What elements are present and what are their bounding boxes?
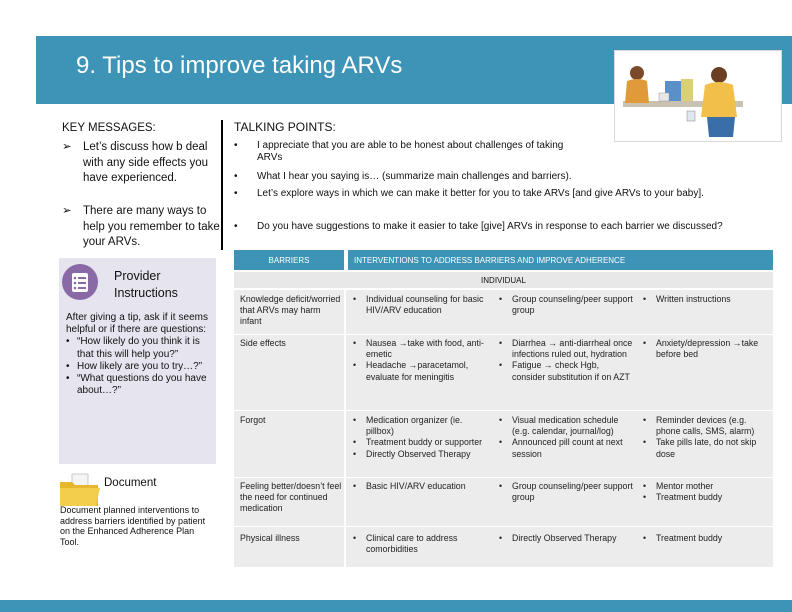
document-body: Document planned interventions to address barriers identified by patient on the Enhanced Adherence Plan Tool. <box>60 505 206 547</box>
barrier-cell: Feeling better/doesn’t feel the need for continued medication <box>240 481 342 514</box>
table-row <box>234 290 773 334</box>
table-row <box>234 478 773 526</box>
arrow-bullet-icon: ➢ <box>62 141 72 153</box>
interventions-header: INTERVENTIONS TO ADDRESS BARRIERS AND IMPROVE ADHERENCE <box>348 250 773 270</box>
key-message-item: ➢ There are many ways to help you remember to take your ARVs. <box>62 205 220 248</box>
barrier-cell: Side effects <box>240 338 286 348</box>
arrow-bullet-icon: ➢ <box>62 205 72 217</box>
counseling-illustration <box>614 50 782 142</box>
footer-band <box>0 600 792 612</box>
intervention-cell: • Written instructions <box>642 294 770 305</box>
provider-question: • How likely are you to try…?” <box>66 361 208 373</box>
intervention-cell: • Mentor mother • Treatment buddy <box>642 481 770 503</box>
intervention-cell: • Treatment buddy <box>642 533 770 544</box>
intervention-cell: • Individual counseling for basic HIV/ARV education <box>352 294 492 316</box>
table-row <box>234 527 773 567</box>
intervention-cell: • Reminder devices (e.g. phone calls, SMS, alarm) • Take pills late, do not skip dose <box>642 415 770 460</box>
barrier-cell: Physical illness <box>240 533 300 543</box>
intervention-cell: • Basic HIV/ARV education <box>352 481 492 492</box>
provider-question: • “How likely do you think it is that this will help you?” <box>66 336 208 360</box>
talking-point-item: • What I hear you saying is… (summarize main challenges and barriers). <box>234 171 572 182</box>
intervention-cell: • Visual medication schedule (e.g. calendar, journal/log) • Announced pill count at next session <box>498 415 634 460</box>
intervention-cell: • Group counseling/peer support group <box>498 294 634 316</box>
intervention-cell: • Anxiety/depression →take before bed <box>642 338 770 360</box>
folder-icon <box>58 472 102 508</box>
document-title: Document <box>104 477 157 489</box>
intervention-cell: • Nausea →take with food, anti-emetic • Headache →paracetamol, evaluate for meningitis <box>352 338 492 383</box>
provider-question: • “What questions do you have about…?” <box>66 373 208 397</box>
table-row <box>234 335 773 410</box>
page-title: 9. Tips to improve taking ARVs <box>76 52 403 79</box>
provider-instructions-body: After giving a tip, ask if it seems helpful or if there are questions: • “How likely do you think it is that this will help you?” • How likely are you to try…?” • “What questions do you have about…?” <box>66 312 208 397</box>
intervention-cell: • Medication organizer (ie. pillbox) • Treatment buddy or supporter • Directly Observed Therapy <box>352 415 492 460</box>
intervention-cell: • Diarrhea → anti-diarrheal once infections ruled out, hydration • Fatigue → check Hgb, consider substitution if on AZT <box>498 338 634 383</box>
intervention-cell: • Clinical care to address comorbidities <box>352 533 492 555</box>
barriers-header: BARRIERS <box>234 250 344 270</box>
barrier-cell: Forgot <box>240 415 266 425</box>
talking-point-item: • Do you have suggestions to make it easier to take [give] ARVs in response to each barrier we discussed? <box>234 221 723 232</box>
talking-points-title: TALKING POINTS: <box>234 120 336 134</box>
checklist-icon <box>62 264 98 300</box>
key-message-item: ➢ Let’s discuss how b deal with any side effects you have experienced. <box>62 141 209 184</box>
individual-subheader: INDIVIDUAL <box>234 272 773 288</box>
barrier-cell: Knowledge deficit/worried that ARVs may harm infant <box>240 294 341 327</box>
provider-instructions-title: Provider Instructions <box>114 269 178 300</box>
key-messages-title: KEY MESSAGES: <box>62 122 156 134</box>
talking-point-item: • I appreciate that you are able to be honest about challenges of taking ARVs <box>234 140 564 163</box>
table-row <box>234 411 773 477</box>
intervention-cell: • Group counseling/peer support group <box>498 481 634 503</box>
section-divider <box>221 120 223 250</box>
talking-point-item: • Let’s explore ways in which we can make it better for you to take ARVs [and give ARVs to your baby]. <box>234 188 704 199</box>
intervention-cell: • Directly Observed Therapy <box>498 533 634 544</box>
